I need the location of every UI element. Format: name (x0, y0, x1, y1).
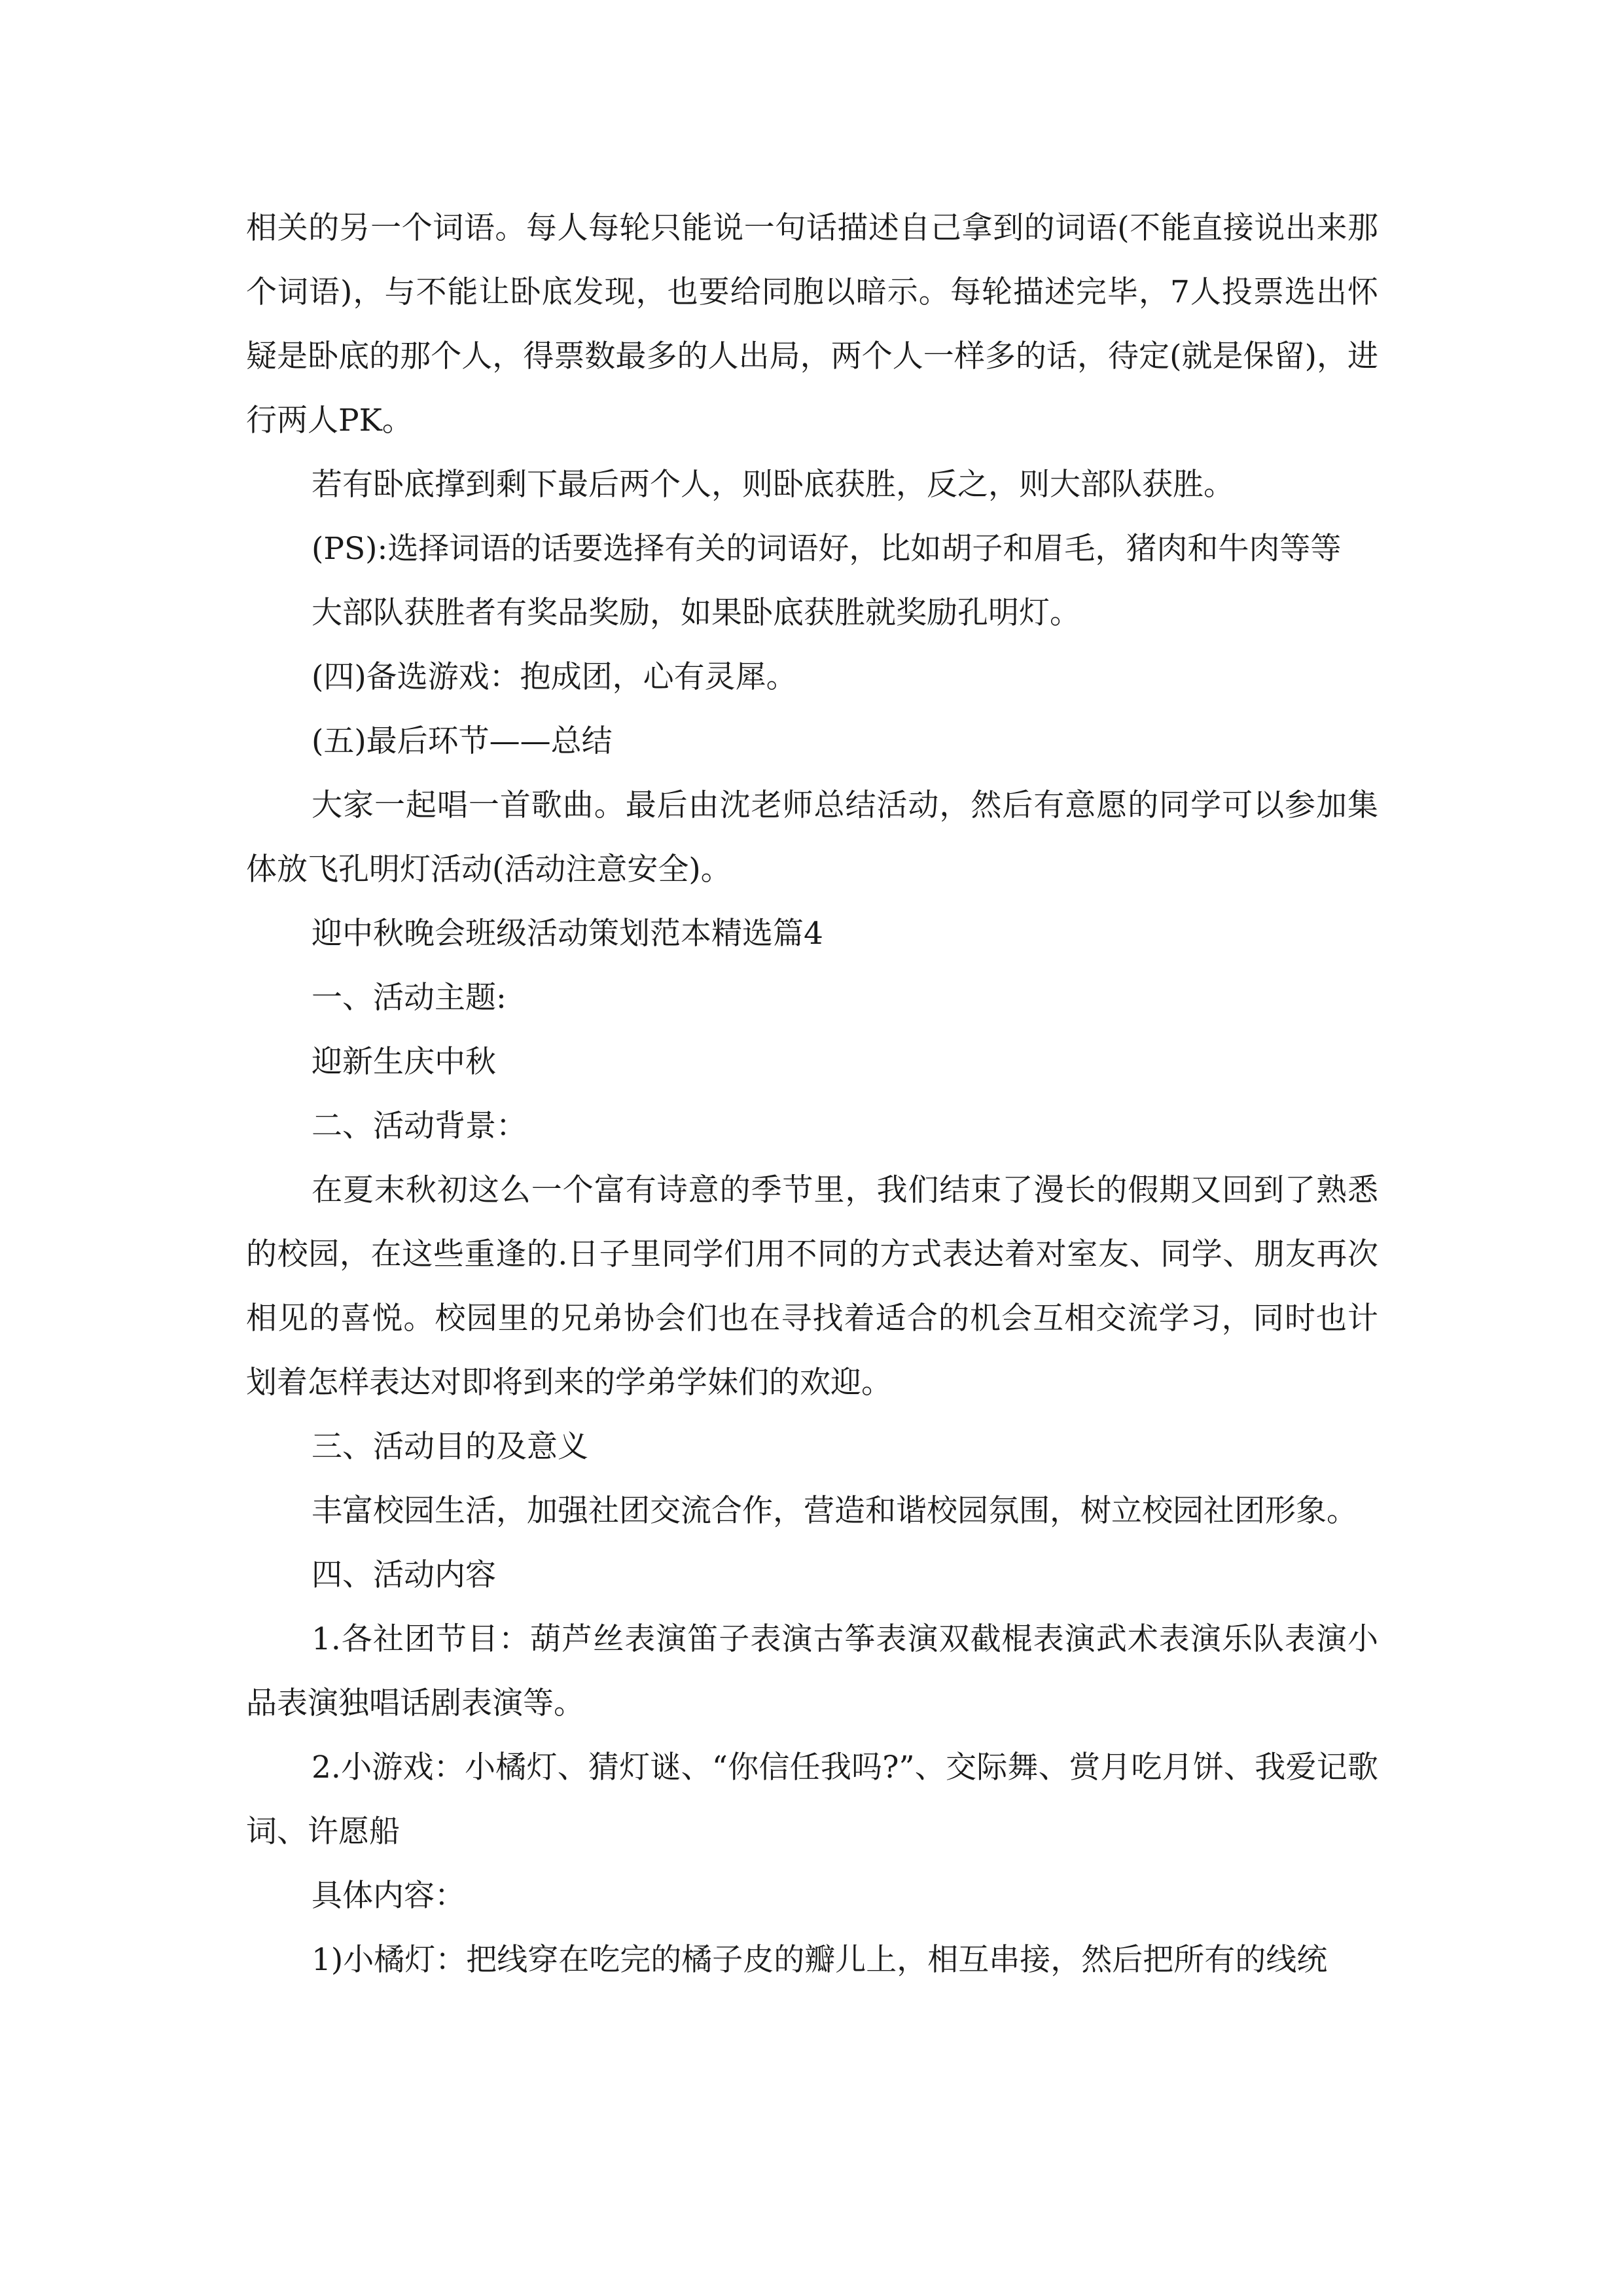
document-body (246, 196, 1378, 1992)
list-item-games: 2.小游戏：小橘灯、猜灯谜、“你信任我吗?”、交际舞、赏月吃月饼、我爱记歌词、许愿船 (246, 1749, 1378, 1850)
paragraph-2: 若有卧底撑到剩下最后两个人，则卧底获胜，反之，则大部队获胜。 (312, 467, 1234, 503)
paragraph-purpose: 丰富校园生活，加强社团交流合作，营造和谐校园氛围，树立校园社团形象。 (312, 1493, 1357, 1529)
heading-background: 二、活动背景： (312, 1108, 527, 1144)
section-title: 迎中秋晚会班级活动策划范本精选篇4 (312, 916, 823, 952)
list-item-programs: 1.各社团节目：葫芦丝表演笛子表演古筝表演双截棍表演武术表演乐队表演小品表演独唱话剧表演等。 (246, 1621, 1378, 1721)
paragraph-1: 相关的另一个词语。每人每轮只能说一句话描述自己拿到的词语(不能直接说出来那个词语)，与不能让卧底发现，也要给同胞以暗示。每轮描述完毕，7人投票选出怀疑是卧底的那个人，得票数最多的人出局，两个人一样多的话，待定(就是保留)，进行两人PK。 (246, 210, 1378, 439)
heading-purpose: 三、活动目的及意义 (312, 1429, 588, 1465)
paragraph-3: (PS):选择词语的话要选择有关的词语好，比如胡子和眉毛，猪肉和牛肉等等 (312, 531, 1342, 567)
heading-content: 四、活动内容 (312, 1557, 496, 1593)
paragraph-theme: 迎新生庆中秋 (312, 1044, 496, 1080)
paragraph-5: (四)备选游戏：抱成团，心有灵犀。 (312, 659, 797, 695)
heading-theme: 一、活动主题: (312, 980, 507, 1016)
paragraph-background: 在夏末秋初这么一个富有诗意的季节里，我们结束了漫长的假期又回到了熟悉的校园，在这些重逢的.日子里同学们用不同的方式表达着对室友、同学、朋友再次相见的喜悦。校园里的兄弟协会们也在寻找着适合的机会互相交流学习，同时也计划着怎样表达对即将到来的学弟学妹们的欢迎。 (246, 1172, 1378, 1401)
paragraph-4: 大部队获胜者有奖品奖励，如果卧底获胜就奖励孔明灯。 (312, 595, 1080, 631)
paragraph-6: (五)最后环节——总结 (312, 723, 613, 759)
heading-details: 具体内容： (312, 1878, 465, 1914)
list-item-orange-lamp: 1)小橘灯：把线穿在吃完的橘子皮的瓣儿上，相互串接，然后把所有的线统 (312, 1942, 1328, 1978)
paragraph-7: 大家一起唱一首歌曲。最后由沈老师总结活动，然后有意愿的同学可以参加集体放飞孔明灯活动(活动注意安全)。 (246, 787, 1378, 888)
